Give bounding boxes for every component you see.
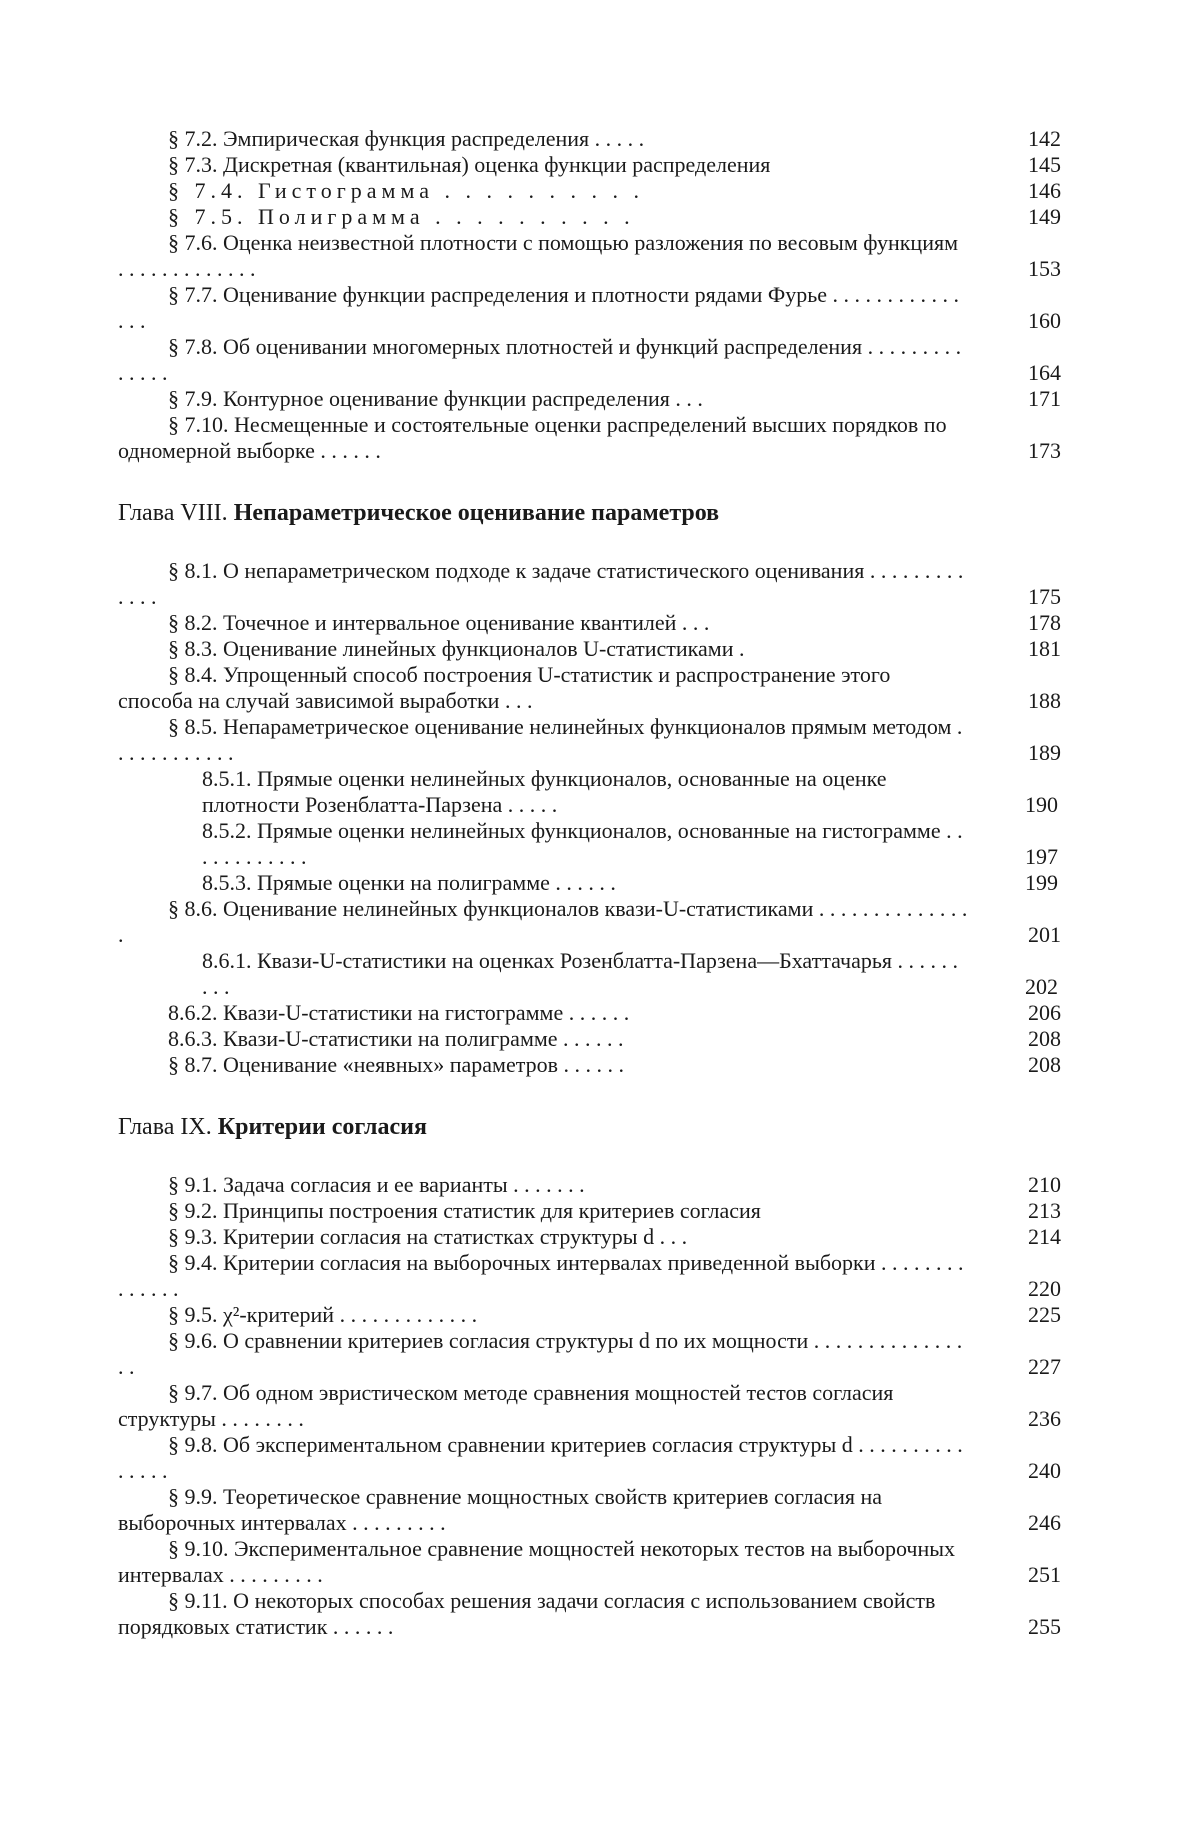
chapter-label: Глава IX. [118, 1114, 212, 1140]
toc-page-number: 208 [1028, 1052, 1061, 1077]
toc-entry-title: § 7.5. Полиграмма . . . . . . . . . . [168, 204, 635, 229]
toc-page-number: 149 [1028, 204, 1061, 229]
toc-entry[interactable] [118, 896, 1061, 948]
toc-entry[interactable] [118, 1224, 1061, 1250]
toc-page-number: 173 [1028, 438, 1061, 463]
toc-entry-title: § 9.3. Критерии согласия на статистках структуры d . . . [168, 1224, 688, 1249]
toc-entry-title: § 9.10. Экспериментальное сравнение мощностей некоторых тестов на выборочных интервалах . . . . . . . . . [118, 1536, 956, 1587]
toc-page-number: 227 [1028, 1354, 1061, 1379]
toc-entry[interactable] [118, 1328, 1061, 1380]
toc-entry-title: § 7.8. Об оценивании многомерных плотностей и функций распределения . . . . . . . . . . . . . . [118, 334, 962, 385]
toc-entry-title: § 9.2. Принципы построения статистик для критериев согласия [168, 1198, 761, 1223]
chapter-title: Непараметрическое оценивание параметров [233, 500, 720, 526]
toc-entry[interactable] [118, 412, 1061, 464]
toc-entry-title: § 7.6. Оценка неизвестной плотности с помощью разложения по весовым функциям . . . . . . . . . . . . . [118, 230, 959, 281]
toc-entry[interactable] [118, 870, 1058, 896]
toc-entry-title: § 9.1. Задача согласия и ее варианты . . . . . . . [168, 1172, 585, 1197]
toc-page-number: 240 [1028, 1458, 1061, 1483]
toc-entry[interactable] [118, 818, 1058, 870]
toc-entry[interactable] [118, 126, 1061, 152]
chapter-title: Критерии согласия [217, 1114, 427, 1140]
toc-entry-title: 8.6.1. Квази-U-статистики на оценках Розенблатта-Парзена—Бхаттачарья . . . . . . . . . [202, 948, 958, 999]
toc-entry-title: § 9.4. Критерии согласия на выборочных интервалах приведенной выборки . . . . . . . . . . . . . . [118, 1250, 964, 1301]
toc-page-number: 220 [1028, 1276, 1061, 1301]
toc-entry[interactable] [118, 1026, 1061, 1052]
toc-entry[interactable] [118, 230, 1061, 282]
toc-page-number: 225 [1028, 1302, 1061, 1327]
toc-entry[interactable] [118, 558, 1061, 610]
toc-page-number: 190 [1025, 792, 1058, 817]
toc-page-number: 208 [1028, 1026, 1061, 1051]
toc-entry[interactable] [118, 204, 1061, 230]
toc-entry-title: § 7.3. Дискретная (квантильная) оценка функции распределения [168, 152, 771, 177]
toc-entry-title: § 8.1. О непараметрическом подходе к задаче статистического оценивания . . . . . . . . . . . . . [118, 558, 964, 609]
toc-entry-title: § 9.5. χ²-критерий . . . . . . . . . . . . . [168, 1302, 478, 1327]
toc-page-number: 202 [1025, 974, 1058, 999]
toc-entry-title: § 9.8. Об экспериментальном сравнении критериев согласия структуры d . . . . . . . . . . . . . . . [118, 1432, 963, 1483]
toc-page-number: 246 [1028, 1510, 1061, 1535]
toc-entry-title: § 9.7. Об одном эвристическом методе сравнения мощностей тестов согласия структуры . . . . . . . . [118, 1380, 894, 1431]
toc-entry-title: § 8.2. Точечное и интервальное оценивание квантилей . . . [168, 610, 710, 635]
toc-entry-title: § 9.9. Теоретическое сравнение мощностных свойств критериев согласия на выборочных интервалах . . . . . . . . . [118, 1484, 883, 1535]
toc-entry[interactable] [118, 948, 1058, 1000]
toc-entry[interactable] [118, 766, 1058, 818]
chapter-heading [118, 498, 1058, 528]
toc-entry[interactable] [118, 1198, 1061, 1224]
toc-entry[interactable] [118, 1302, 1061, 1328]
toc-entry-title: § 8.4. Упрощенный способ построения U-статистик и распространение этого способа на случай зависимой выработки . . . [118, 662, 891, 713]
toc-entry-title: 8.5.2. Прямые оценки нелинейных функционалов, основанные на гистограмме . . . . . . . . . . . . [202, 818, 963, 869]
toc-page-number: 197 [1025, 844, 1058, 869]
toc-entry[interactable] [118, 1588, 1061, 1640]
toc-entry-title: 8.5.3. Прямые оценки на полиграмме . . . . . . [202, 870, 616, 895]
toc-entry[interactable] [118, 662, 1061, 714]
toc-entry[interactable] [118, 386, 1061, 412]
toc-entry-title: § 7.2. Эмпирическая функция распределения . . . . . [168, 126, 645, 151]
toc-entry[interactable] [118, 1250, 1061, 1302]
toc-entry[interactable] [118, 1000, 1061, 1026]
toc-entry-title: § 8.6. Оценивание нелинейных функционалов квази-U-статистиками . . . . . . . . . . . . . . . [118, 896, 968, 947]
toc-entry-title: 8.5.1. Прямые оценки нелинейных функционалов, основанные на оценке плотности Розенблатта-Парзена . . . . . [202, 766, 887, 817]
toc-entry-title: § 7.7. Оценивание функции распределения и плотности рядами Фурье . . . . . . . . . . . . . . . [118, 282, 960, 333]
toc-entry[interactable] [118, 1380, 1061, 1432]
toc-page-number: 181 [1028, 636, 1061, 661]
toc-page-number: 189 [1028, 740, 1061, 765]
table-of-contents [118, 126, 1061, 1640]
chapter-label: Глава VIII. [118, 500, 228, 526]
toc-page-number: 178 [1028, 610, 1061, 635]
toc-entry[interactable] [118, 1052, 1061, 1078]
toc-entry[interactable] [118, 1536, 1061, 1588]
toc-page-number: 214 [1028, 1224, 1061, 1249]
toc-entry[interactable] [118, 1172, 1061, 1198]
toc-entry[interactable] [118, 714, 1061, 766]
toc-page-number: 145 [1028, 152, 1061, 177]
toc-entry-title: § 7.9. Контурное оценивание функции распределения . . . [168, 386, 703, 411]
toc-entry[interactable] [118, 178, 1061, 204]
toc-page-number: 171 [1028, 386, 1061, 411]
toc-entry[interactable] [118, 636, 1061, 662]
toc-page-number: 255 [1028, 1614, 1061, 1639]
toc-entry[interactable] [118, 152, 1061, 178]
toc-page-number: 175 [1028, 584, 1061, 609]
toc-page-number: 146 [1028, 178, 1061, 203]
toc-page-number: 201 [1028, 922, 1061, 947]
toc-page-number: 210 [1028, 1172, 1061, 1197]
chapter-heading [118, 1112, 1058, 1142]
toc-page-number: 199 [1025, 870, 1058, 895]
toc-page-number: 188 [1028, 688, 1061, 713]
toc-entry[interactable] [118, 1484, 1061, 1536]
toc-page-number: 251 [1028, 1562, 1061, 1587]
toc-entry-title: § 7.10. Несмещенные и состоятельные оценки распределений высших порядков по одномерной выборке . . . . . . [118, 412, 947, 463]
toc-page-number: 213 [1028, 1198, 1061, 1223]
toc-page-number: 164 [1028, 360, 1061, 385]
toc-page-number: 236 [1028, 1406, 1061, 1431]
toc-entry[interactable] [118, 334, 1061, 386]
toc-entry-title: § 9.6. О сравнении критериев согласия структуры d по их мощности . . . . . . . . . . . . . . . . [118, 1328, 963, 1379]
toc-entry[interactable] [118, 1432, 1061, 1484]
toc-entry-title: § 8.3. Оценивание линейных функционалов U-статистиками . [168, 636, 745, 661]
toc-page-number: 142 [1028, 126, 1061, 151]
toc-entry-title: § 7.4. Гистограмма . . . . . . . . . . [168, 178, 644, 203]
toc-page-number: 160 [1028, 308, 1061, 333]
toc-entry-title: § 8.7. Оценивание «неявных» параметров . . . . . . [168, 1052, 625, 1077]
toc-page-number: 206 [1028, 1000, 1061, 1025]
toc-entry-title: § 9.11. О некоторых способах решения задачи согласия с использованием свойств порядковых статистик . . . . . . [118, 1588, 936, 1639]
toc-entry[interactable] [118, 610, 1061, 636]
toc-entry-title: § 8.5. Непараметрическое оценивание нелинейных функционалов прямым методом . . . . . . . . . . . . [118, 714, 963, 765]
toc-entry-title: 8.6.2. Квази-U-статистики на гистограмме . . . . . . [168, 1000, 630, 1025]
toc-page-number: 153 [1028, 256, 1061, 281]
toc-entry[interactable] [118, 282, 1061, 334]
toc-entry-title: 8.6.3. Квази-U-статистики на полиграмме . . . . . . [168, 1026, 624, 1051]
